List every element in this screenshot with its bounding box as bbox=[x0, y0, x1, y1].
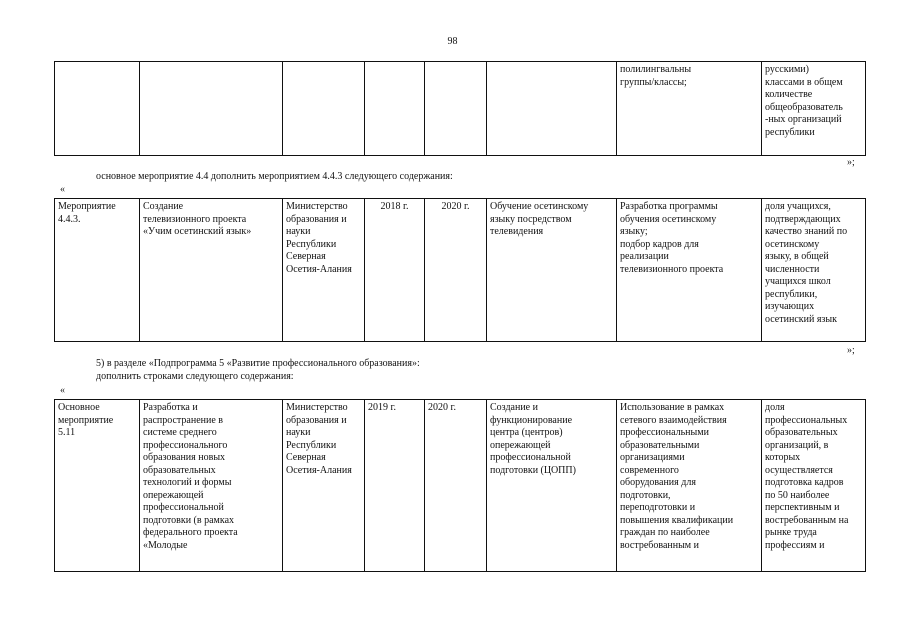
table-cell-7: Разработка программы обучения осетинскому языку; подбор кадров для реализации телевизионного проекта bbox=[617, 199, 762, 342]
opening-quote: « bbox=[60, 385, 65, 396]
table-cell-7: полилингвальны группы/классы; bbox=[617, 62, 762, 156]
table-cell-8: доля профессиональных образовательных организаций, в которых осуществляется подготовка кадров по 50 наиболее перспективным и востребованным на рынке труда профессиям и bbox=[762, 400, 866, 572]
page-number: 98 bbox=[447, 36, 458, 47]
table-cell-2 bbox=[140, 62, 283, 156]
table-cell-5: 2020 г. bbox=[425, 400, 487, 572]
paragraph-text: дополнить строками следующего содержания: bbox=[96, 371, 294, 382]
table-continuation bbox=[54, 61, 866, 156]
table-cell-6: Обучение осетинскому языку посредством телевидения bbox=[487, 199, 617, 342]
paragraph-text: основное мероприятие 4.4 дополнить мероприятием 4.4.3 следующего содержания: bbox=[96, 171, 453, 182]
table-cell-5 bbox=[425, 62, 487, 156]
table-cell-3 bbox=[283, 62, 365, 156]
table-cell-4: 2018 г. bbox=[365, 199, 425, 342]
opening-quote: « bbox=[60, 184, 65, 195]
table-measure-4-4-3 bbox=[54, 198, 866, 342]
table-cell-8: доля учащихся, подтверждающих качество знаний по осетинскому языку, в общей численности учащихся школ республики, изучающих осетинский язык bbox=[762, 199, 866, 342]
table-cell-8: русскими) классами в общем количестве общеобразователь -ных организаций республики bbox=[762, 62, 866, 156]
table-cell-6 bbox=[487, 62, 617, 156]
closing-quote: »; bbox=[847, 157, 855, 168]
table-cell-1: Мероприятие 4.4.3. bbox=[55, 199, 140, 342]
table-cell-4 bbox=[365, 62, 425, 156]
table-cell-4: 2019 г. bbox=[365, 400, 425, 572]
paragraph-text: 5) в разделе «Подпрограмма 5 «Развитие профессионального образования»: bbox=[96, 358, 420, 369]
table-cell-3: Министерство образования и науки Республики Северная Осетия-Алания bbox=[283, 400, 365, 572]
table-measure-5-11 bbox=[54, 399, 866, 572]
table-cell-1: Основное мероприятие 5.11 bbox=[55, 400, 140, 572]
table-cell-2: Создание телевизионного проекта «Учим осетинский язык» bbox=[140, 199, 283, 342]
table-cell-1 bbox=[55, 62, 140, 156]
table-row bbox=[55, 62, 866, 156]
table-cell-5: 2020 г. bbox=[425, 199, 487, 342]
table-cell-6: Создание и функционирование центра (центров) опережающей профессиональной подготовки (ЦОПП) bbox=[487, 400, 617, 572]
closing-quote: »; bbox=[847, 345, 855, 356]
table-cell-7: Использование в рамках сетевого взаимодействия профессиональными образовательными организациями современного оборудования для подготовки, переподготовки и повышения квалификации граждан по наиболее востребованным и bbox=[617, 400, 762, 572]
table-row bbox=[55, 400, 866, 572]
table-row bbox=[55, 199, 866, 342]
table-cell-3: Министерство образования и науки Республики Северная Осетия-Алания bbox=[283, 199, 365, 342]
table-cell-2: Разработка и распространение в системе среднего профессионального образования новых образовательных технологий и формы опережающей профессиональной подготовки (в рамках федерального проекта «Молодые bbox=[140, 400, 283, 572]
